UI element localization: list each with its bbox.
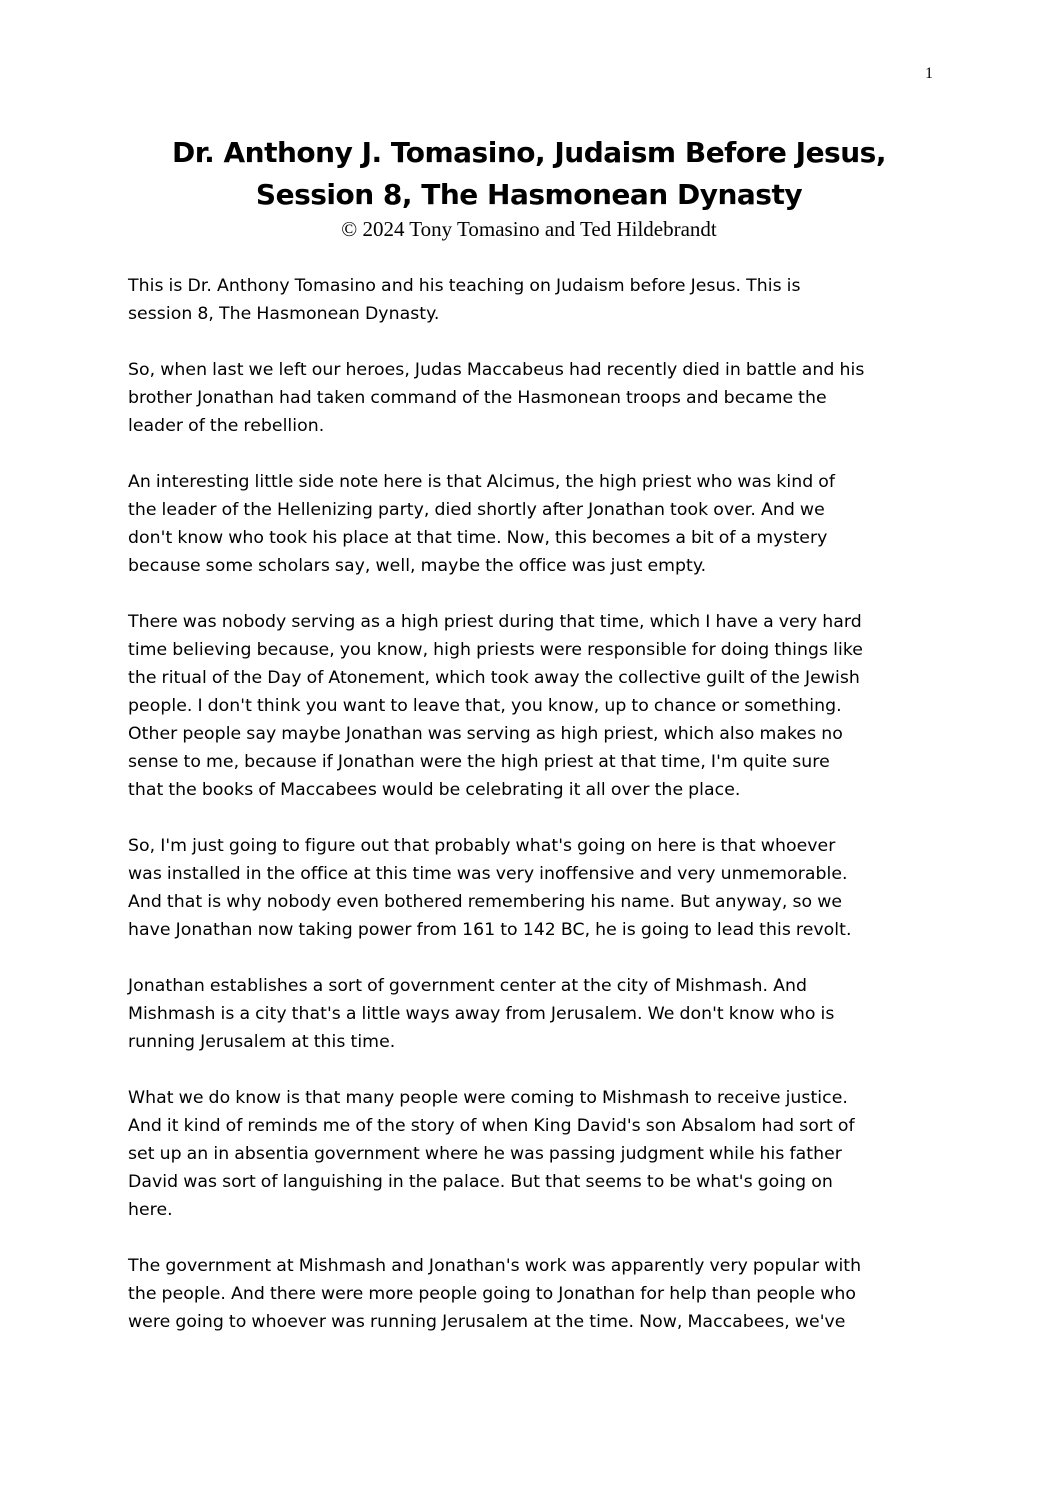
text-line: have Jonathan now taking power from 161 to 142 BC, he is going to lead this revolt. [128, 920, 852, 940]
text-line: So, I'm just going to figure out that probably what's going on here is that whoever [128, 836, 836, 856]
text-line: don't know who took his place at that time. Now, this becomes a bit of a mystery [128, 528, 828, 548]
text-line: And it kind of reminds me of the story of when King David's son Absalom had sort of [128, 1116, 855, 1136]
text-line: Jonathan establishes a sort of government center at the city of Mishmash. And [128, 976, 808, 996]
paragraph [128, 356, 938, 440]
text-line: the people. And there were more people going to Jonathan for help than people who [128, 1284, 857, 1304]
title-line: Dr. Anthony J. Tomasino, Judaism Before Jesus, [172, 136, 886, 169]
text-line: that the books of Maccabees would be celebrating it all over the place. [128, 780, 741, 800]
paragraph [128, 272, 938, 328]
paragraph [128, 1084, 938, 1224]
paragraph [128, 468, 938, 580]
text-line: running Jerusalem at this time. [128, 1032, 396, 1052]
text-line: The government at Mishmash and Jonathan's work was apparently very popular with [128, 1256, 862, 1276]
paragraph [128, 972, 938, 1056]
text-line: brother Jonathan had taken command of the Hasmonean troops and became the [128, 388, 827, 408]
text-line: And that is why nobody even bothered remembering his name. But anyway, so we [128, 892, 843, 912]
text-line: This is Dr. Anthony Tomasino and his teaching on Judaism before Jesus. This is [128, 276, 801, 296]
text-line: sense to me, because if Jonathan were the high priest at that time, I'm quite sure [128, 752, 830, 772]
text-line: were going to whoever was running Jerusalem at the time. Now, Maccabees, we've [128, 1312, 846, 1332]
text-line: the ritual of the Day of Atonement, which took away the collective guilt of the Jewish [128, 668, 860, 688]
page-number: 1 [925, 65, 933, 82]
text-line: time believing because, you know, high priests were responsible for doing things like [128, 640, 863, 660]
title-line: Session 8, The Hasmonean Dynasty [255, 178, 803, 211]
text-line: the leader of the Hellenizing party, died shortly after Jonathan took over. And we [128, 500, 825, 520]
paragraph [128, 608, 938, 804]
text-line: Mishmash is a city that's a little ways away from Jerusalem. We don't know who is [128, 1004, 835, 1024]
text-line: Other people say maybe Jonathan was serving as high priest, which also makes no [128, 724, 843, 744]
text-line: So, when last we left our heroes, Judas Maccabeus had recently died in battle and his [128, 360, 865, 380]
text-line: was installed in the office at this time was very inoffensive and very unmemorable. [128, 864, 848, 884]
document-header [0, 132, 1058, 242]
text-line: because some scholars say, well, maybe the office was just empty. [128, 556, 707, 576]
text-line: What we do know is that many people were coming to Mishmash to receive justice. [128, 1088, 848, 1108]
paragraph [128, 1252, 938, 1336]
copyright-notice: © 2024 Tony Tomasino and Ted Hildebrandt [341, 217, 717, 241]
text-line: people. I don't think you want to leave that, you know, up to chance or something. [128, 696, 842, 716]
text-line: session 8, The Hasmonean Dynasty. [128, 304, 440, 324]
paragraph [128, 832, 938, 944]
transcript-body [128, 272, 938, 1364]
text-line: leader of the rebellion. [128, 416, 325, 436]
text-line: David was sort of languishing in the palace. But that seems to be what's going on [128, 1172, 833, 1192]
text-line: here. [128, 1200, 173, 1220]
text-line: An interesting little side note here is that Alcimus, the high priest who was kind of [128, 472, 836, 492]
text-line: There was nobody serving as a high priest during that time, which I have a very hard [128, 612, 862, 632]
text-line: set up an in absentia government where he was passing judgment while his father [128, 1144, 842, 1164]
document-title [0, 132, 1058, 216]
